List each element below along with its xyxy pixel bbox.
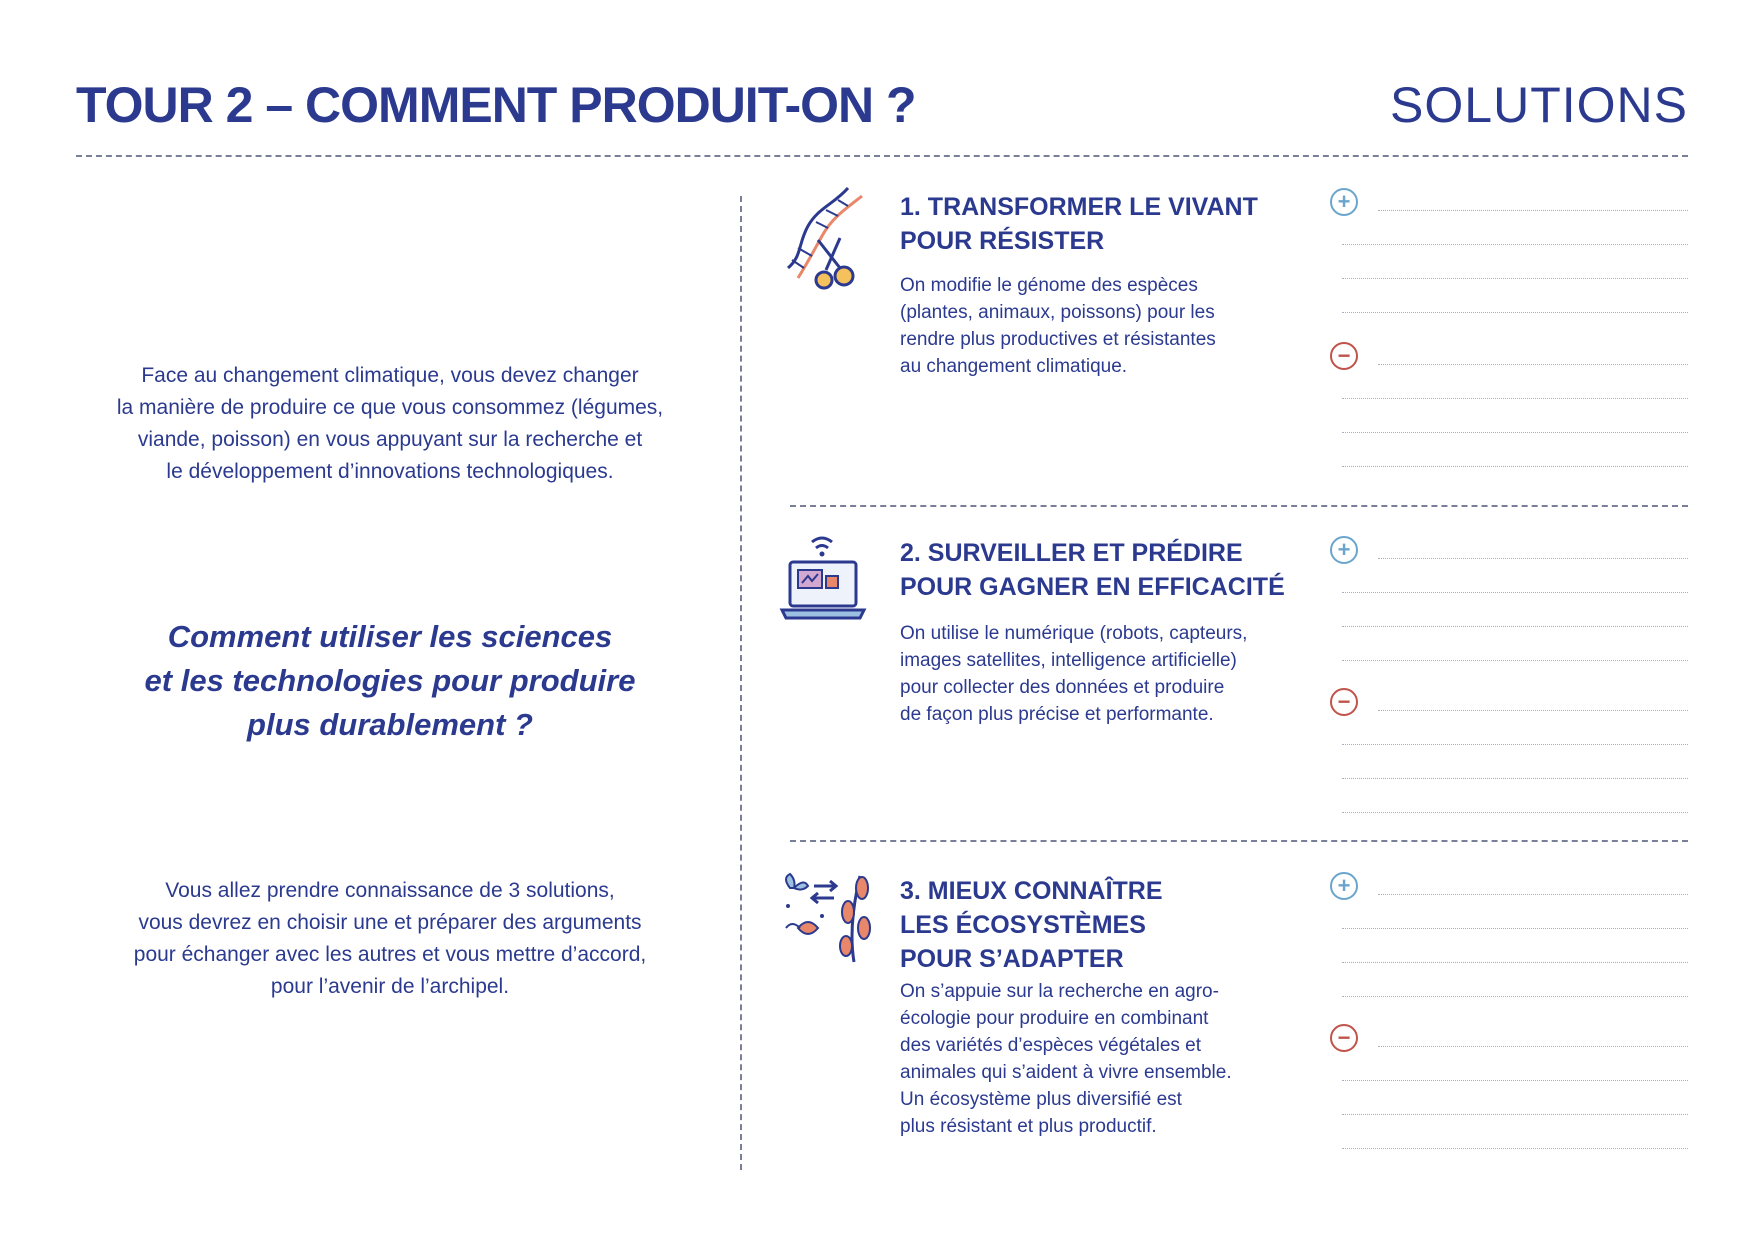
note-line[interactable]: [1342, 592, 1688, 593]
title-line: 1. TRANSFORMER LE VIVANT: [900, 193, 1258, 221]
plus-icon: +: [1330, 872, 1358, 900]
note-line[interactable]: [1342, 962, 1688, 963]
note-line[interactable]: [1342, 1148, 1688, 1149]
question-line: Comment utiliser les sciences: [167, 619, 613, 654]
description-line: Un écosystème plus diversifié est: [900, 1089, 1182, 1110]
note-line[interactable]: [1342, 278, 1688, 279]
plus-icon: +: [1330, 536, 1358, 564]
note-line[interactable]: [1342, 996, 1688, 997]
note-line[interactable]: [1342, 398, 1688, 399]
laptop-wifi-icon: [778, 528, 874, 638]
instructions-line: Vous allez prendre connaissance de 3 solutions,: [165, 879, 615, 902]
column-divider: [740, 196, 742, 1170]
description-line: On modifie le génome des espèces: [900, 275, 1198, 296]
description-line: rendre plus productives et résistantes: [900, 329, 1216, 350]
minus-icon: −: [1330, 1024, 1358, 1052]
title-line: POUR GAGNER EN EFFICACITÉ: [900, 573, 1285, 601]
solution-divider: [790, 505, 1688, 507]
instructions-line: pour l’avenir de l’archipel.: [270, 975, 510, 998]
note-line[interactable]: [1342, 466, 1688, 467]
note-line[interactable]: [1342, 812, 1688, 813]
note-line[interactable]: [1342, 1114, 1688, 1115]
description-line: des variétés d’espèces végétales et: [900, 1035, 1202, 1056]
note-line[interactable]: [1342, 778, 1688, 779]
section-tag: SOLUTIONS: [1390, 77, 1688, 133]
instructions-line: vous devrez en choisir une et préparer des arguments: [138, 911, 642, 934]
note-line[interactable]: [1342, 626, 1688, 627]
description-line: de façon plus précise et performante.: [900, 704, 1214, 725]
description-line: images satellites, intelligence artificielle): [900, 650, 1237, 671]
note-line[interactable]: [1342, 244, 1688, 245]
note-line[interactable]: [1378, 710, 1688, 711]
intro-line: Face au changement climatique, vous devez changer: [141, 364, 639, 387]
description-line: écologie pour produire en combinant: [900, 1008, 1209, 1029]
description-line: plus résistant et plus productif.: [900, 1116, 1157, 1137]
instructions-text: [90, 875, 690, 1003]
solution-divider: [790, 840, 1688, 842]
question-line: plus durablement ?: [247, 707, 533, 742]
solution-title: [900, 190, 1300, 258]
note-line[interactable]: [1378, 210, 1688, 211]
note-line[interactable]: [1342, 1080, 1688, 1081]
title-line: POUR S’ADAPTER: [900, 945, 1124, 973]
solution-description: [900, 272, 1320, 380]
minus-icon: −: [1330, 688, 1358, 716]
solution-title: [900, 874, 1300, 976]
description-line: au changement climatique.: [900, 356, 1128, 377]
description-line: On utilise le numérique (robots, capteurs,: [900, 623, 1248, 644]
minus-icon: −: [1330, 342, 1358, 370]
central-question: [90, 615, 690, 747]
dna-scissors-icon: [778, 182, 874, 292]
note-line[interactable]: [1378, 894, 1688, 895]
description-line: (plantes, animaux, poissons) pour les: [900, 302, 1215, 323]
intro-line: la manière de produire ce que vous consommez (légumes,: [116, 396, 664, 419]
note-line[interactable]: [1378, 364, 1688, 365]
page-title: TOUR 2 – COMMENT PRODUIT-ON ?: [76, 77, 916, 133]
description-line: animales qui s’aident à vivre ensemble.: [900, 1062, 1232, 1083]
description-line: On s’appuie sur la recherche en agro-: [900, 981, 1219, 1002]
note-line[interactable]: [1378, 1046, 1688, 1047]
description-line: pour collecter des données et produire: [900, 677, 1225, 698]
title-line: LES ÉCOSYSTÈMES: [900, 911, 1146, 939]
note-line[interactable]: [1342, 744, 1688, 745]
solution-description: [900, 978, 1320, 1140]
question-line: et les technologies pour produire: [144, 663, 636, 698]
note-line[interactable]: [1342, 312, 1688, 313]
solution-title: [900, 536, 1300, 604]
solution-description: [900, 620, 1320, 728]
plus-icon: +: [1330, 188, 1358, 216]
intro-line: viande, poisson) en vous appuyant sur la recherche et: [137, 428, 643, 451]
note-line[interactable]: [1378, 558, 1688, 559]
header-divider: [76, 155, 1688, 157]
instructions-line: pour échanger avec les autres et vous mettre d’accord,: [133, 943, 647, 966]
note-line[interactable]: [1342, 928, 1688, 929]
note-line[interactable]: [1342, 660, 1688, 661]
intro-text: [90, 360, 690, 488]
title-line: 3. MIEUX CONNAÎTRE: [900, 877, 1163, 905]
intro-line: le développement d’innovations technologiques.: [166, 460, 614, 483]
note-line[interactable]: [1342, 432, 1688, 433]
title-line: 2. SURVEILLER ET PRÉDIRE: [900, 539, 1243, 567]
title-line: POUR RÉSISTER: [900, 227, 1105, 255]
ecosystem-icon: [778, 866, 874, 976]
